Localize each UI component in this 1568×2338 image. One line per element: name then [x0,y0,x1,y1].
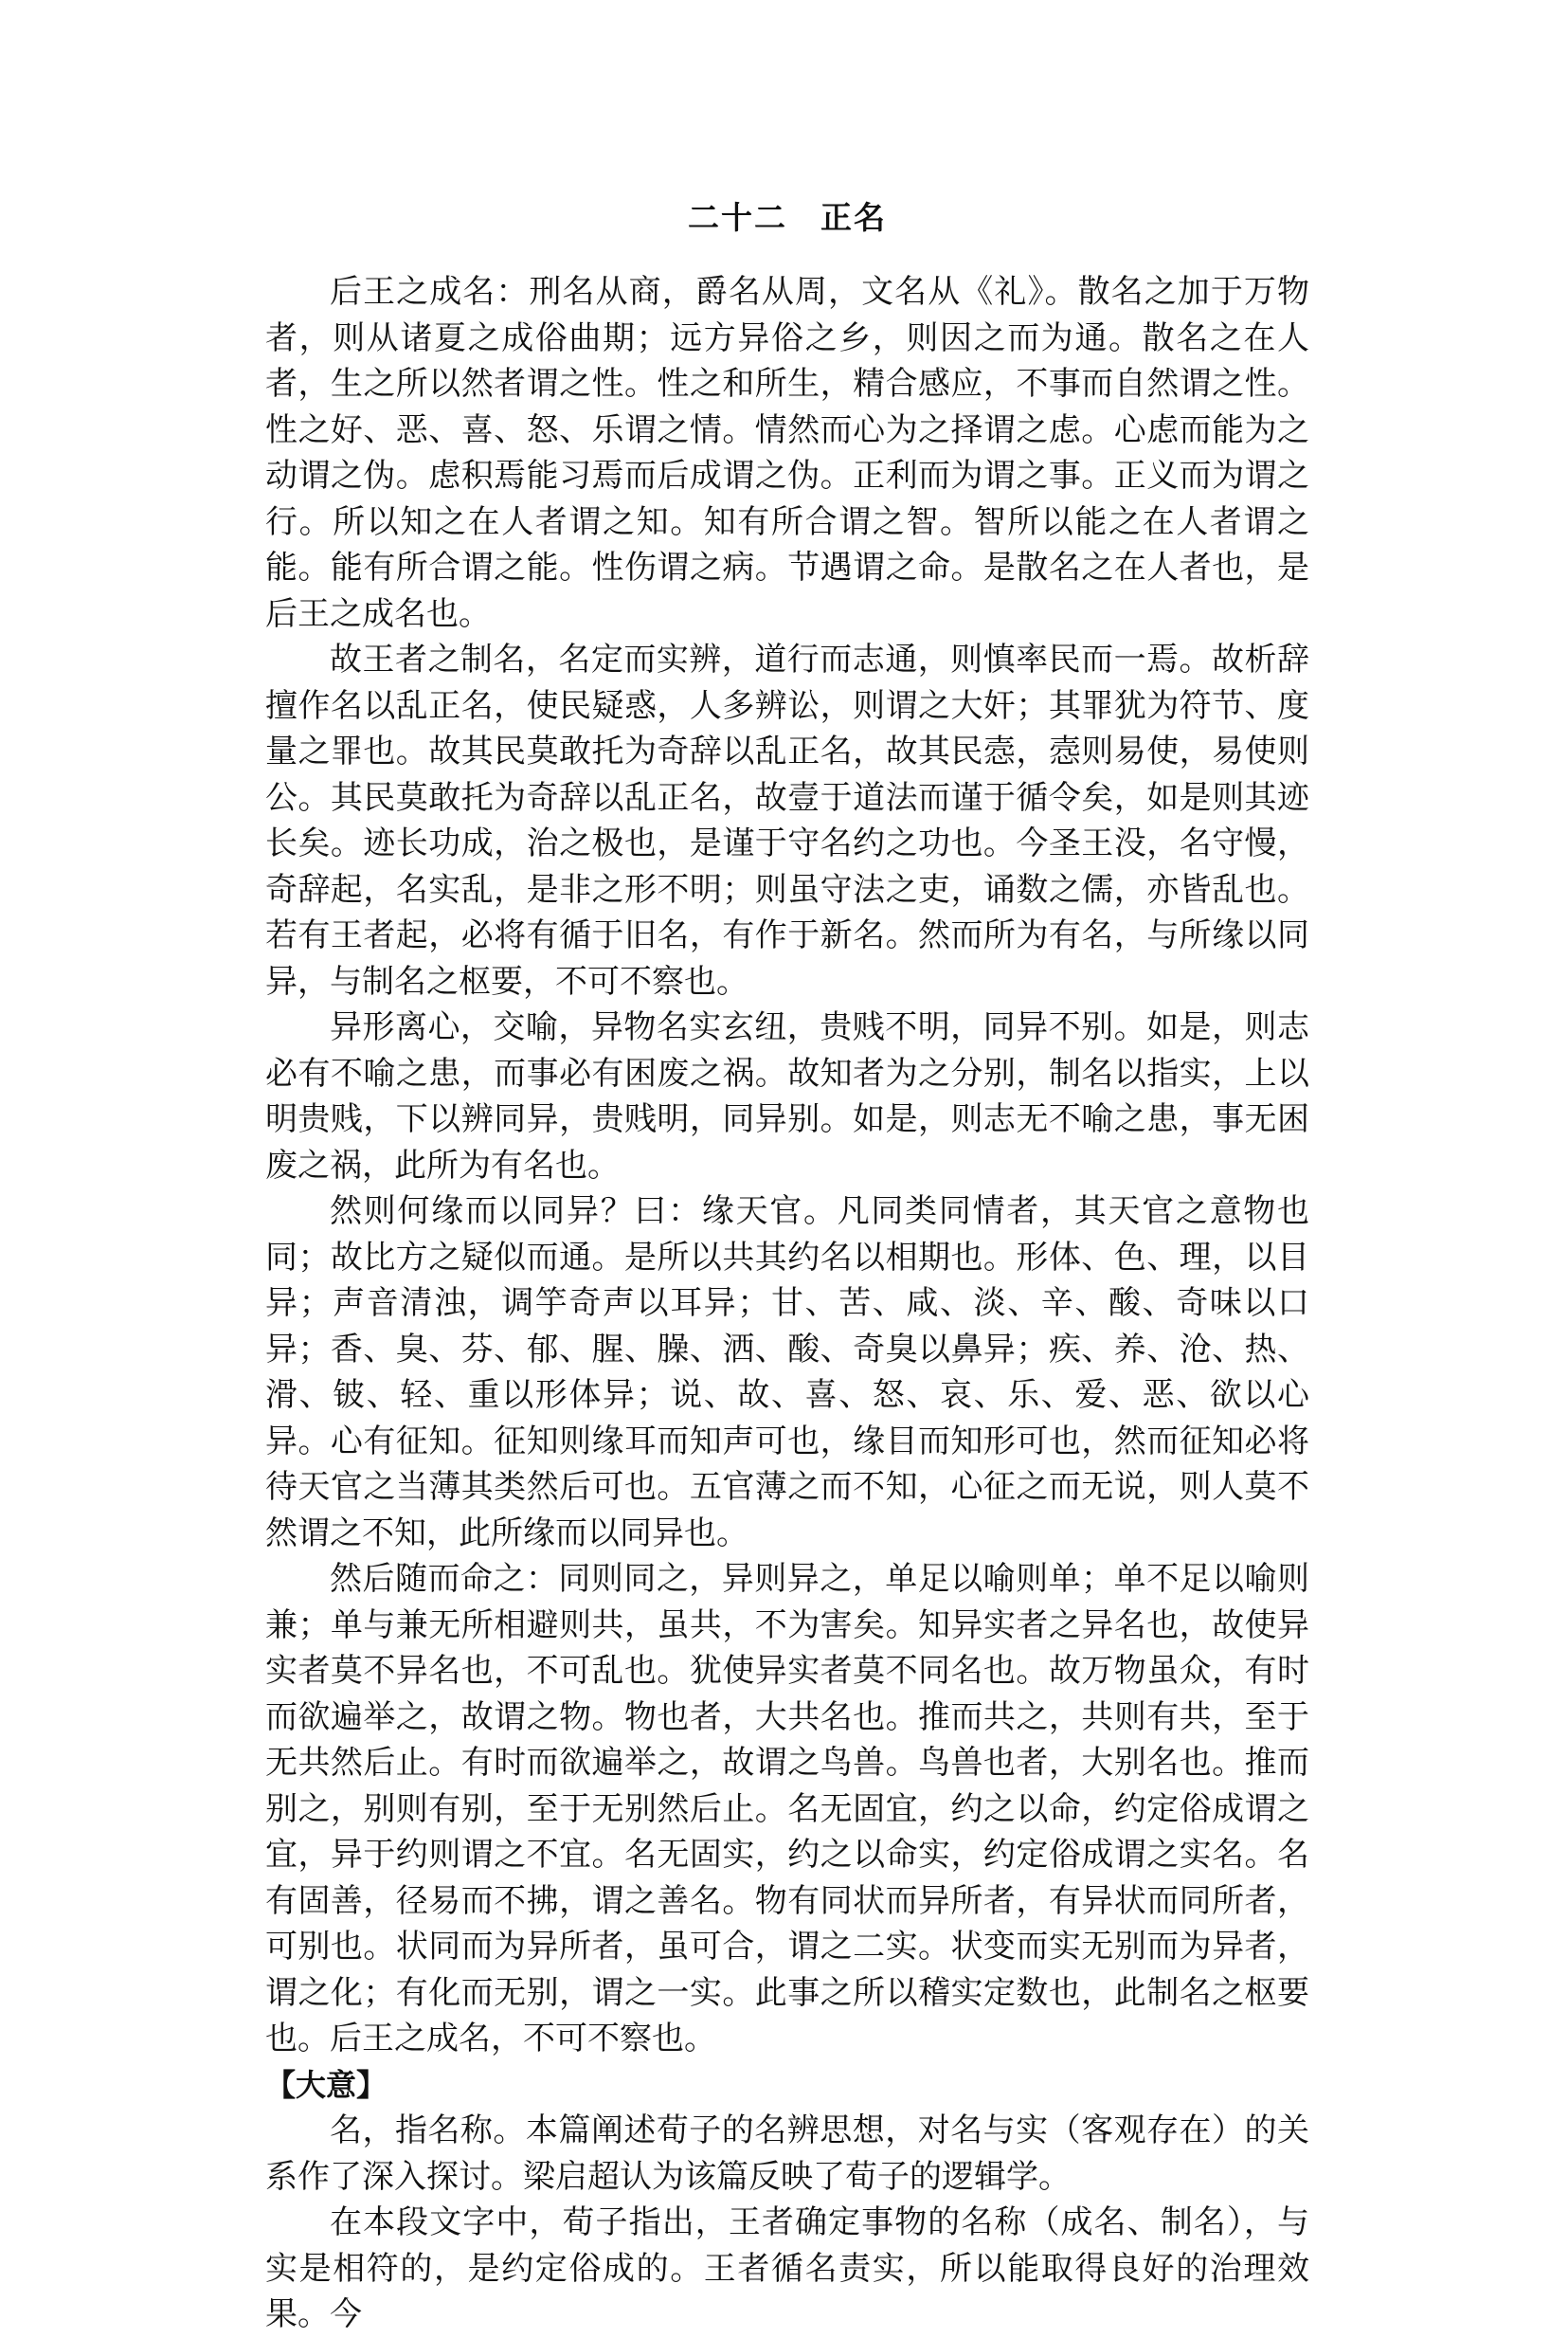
paragraph-5: 然后随而命之：同则同之，异则异之，单足以喻则单；单不足以喻则兼；单与兼无所相避则共，虽共，不为害矣。知异实者之异名也，故使异实者莫不异名也，不可乱也。犹使异实者莫不同名也。故万物虽众，有时而欲遍举之，故谓之物。物也者，大共名也。推而共之，共则有共，至于无共然后止。有时而欲遍举之，故谓之鸟兽。鸟兽也者，大别名也。推而别之，别则有别，至于无别然后止。名无固宜，约之以命，约定俗成谓之宜，异于约则谓之不宜。名无固实，约之以命实，约定俗成谓之实名。名有固善，径易而不拂，谓之善名。物有同状而异所者，有异状而同所者，可别也。状同而为异所者，虽可合，谓之二实。状变而实无别而为异者，谓之化；有化而无别，谓之一实。此事之所以稽实定数也，此制名之枢要也。后王之成名，不可不察也。 [265,1560,1309,2057]
summary-paragraph-1: 名，指名称。本篇阐述荀子的名辨思想，对名与实（客观存在）的关系作了深入探讨。梁启超认为该篇反映了荀子的逻辑学。 [265,2111,1309,2196]
paragraph-4: 然则何缘而以同异？曰：缘天官。凡同类同情者，其天官之意物也同；故比方之疑似而通。是所以共其约名以相期也。形体、色、理，以目异；声音清浊，调竽奇声以耳异；甘、苦、咸、淡、辛、酸、奇味以口异；香、臭、芬、郁、腥、臊、洒、酸、奇臭以鼻异；疾、养、沧、热、滑、铍、轻、重以形体异；说、故、喜、怒、哀、乐、爱、恶、欲以心异。心有征知。征知则缘耳而知声可也，缘目而知形可也，然而征知必将待天官之当薄其类然后可也。五官薄之而不知，心征之而无说，则人莫不然谓之不知，此所缘而以同异也。 [265,1192,1309,1552]
paragraph-3: 异形离心，交喻，异物名实玄纽，贵贱不明，同异不别。如是，则志必有不喻之患，而事必有困废之祸。故知者为之分别，制名以指实，上以明贵贱，下以辨同异，贵贱明，同异别。如是，则志无不喻之患，事无困废之祸，此所为有名也。 [265,1008,1309,1185]
summary-paragraph-2: 在本段文字中，荀子指出，王者确定事物的名称（成名、制名），与实是相符的，是约定俗成的。王者循名责实，所以能取得良好的治理效果。今 [265,2203,1309,2333]
paragraph-2: 故王者之制名，名定而实辨，道行而志通，则慎率民而一焉。故析辞擅作名以乱正名，使民疑惑，人多辨讼，则谓之大奸；其罪犹为符节、度量之罪也。故其民莫敢托为奇辞以乱正名，故其民悫，悫则易使，易使则公。其民莫敢托为奇辞以乱正名，故壹于道法而谨于循令矣，如是则其迹长矣。迹长功成，治之极也，是谨于守名约之功也。今圣王没，名守慢，奇辞起，名实乱，是非之形不明；则虽守法之吏，诵数之儒，亦皆乱也。若有王者起，必将有循于旧名，有作于新名。然而所为有名，与所缘以同异，与制名之枢要，不可不察也。 [265,641,1309,1001]
paragraph-1: 后王之成名：刑名从商，爵名从周，文名从《礼》。散名之加于万物者，则从诸夏之成俗曲期；远方异俗之乡，则因之而为通。散名之在人者，生之所以然者谓之性。性之和所生，精合感应，不事而自然谓之性。性之好、恶、喜、怒、乐谓之情。情然而心为之择谓之虑。心虑而能为之动谓之伪。虑积焉能习焉而后成谓之伪。正利而为谓之事。正义而为谓之行。所以知之在人者谓之知。知有所合谓之智。智所以能之在人者谓之能。能有所合谓之能。性伤谓之病。节遇谓之命。是散名之在人者也，是后王之成名也。 [265,273,1309,633]
page-title: 二十二 正名 [688,199,887,236]
document-body [265,180,1309,2338]
section-heading: 【大意】 [265,2066,387,2103]
